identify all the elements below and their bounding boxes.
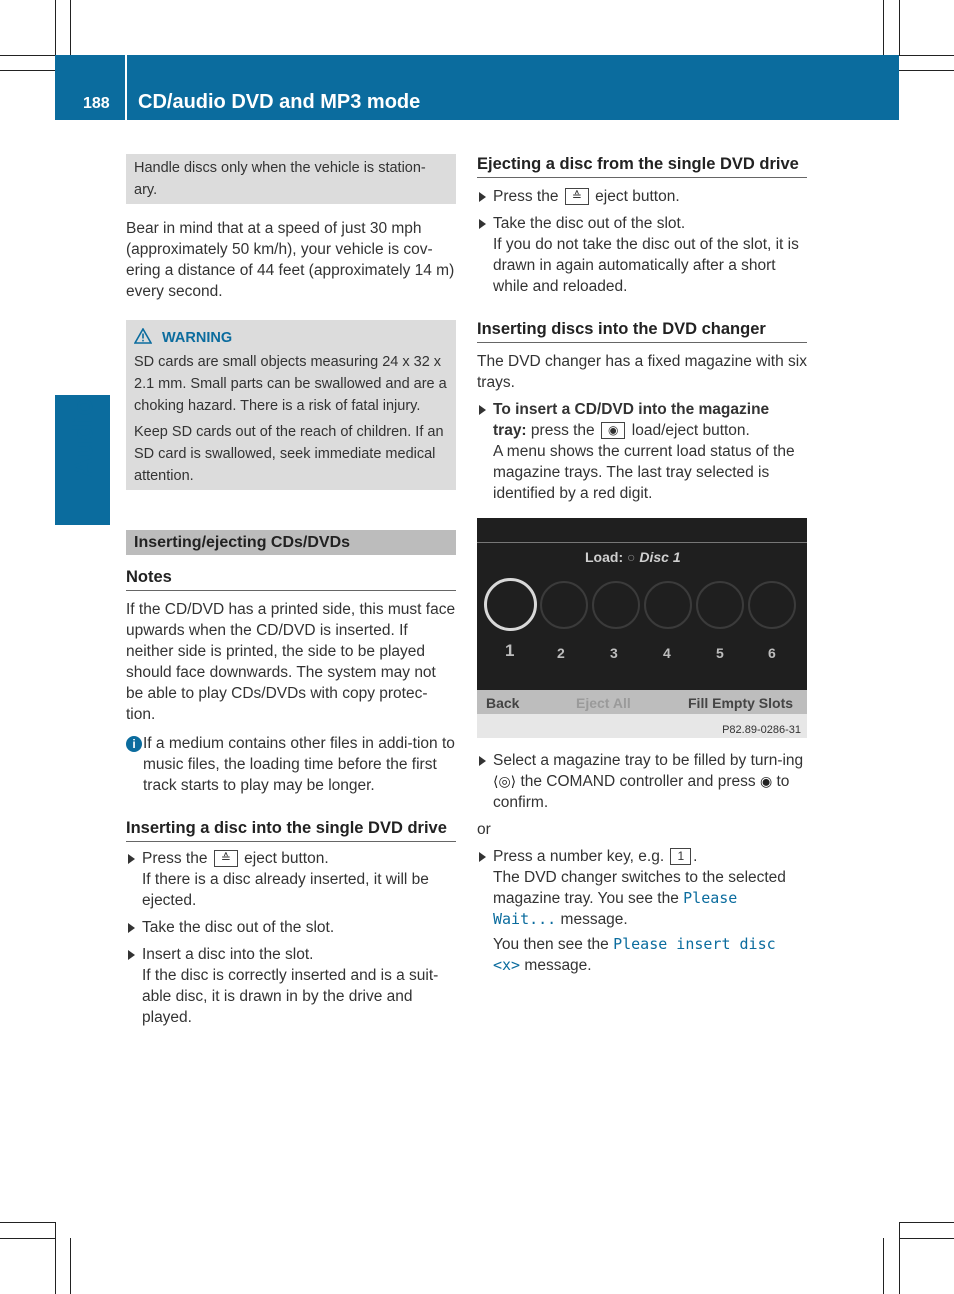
header-divider bbox=[125, 55, 127, 120]
crop-mark bbox=[899, 70, 954, 71]
tray-circle[interactable] bbox=[484, 578, 537, 631]
step-item bbox=[126, 848, 456, 911]
crop-mark bbox=[55, 0, 56, 55]
tray-number: 6 bbox=[768, 645, 776, 661]
section-title: Inserting/ejecting CDs/DVDs bbox=[126, 530, 456, 555]
warning-title: WARNING bbox=[162, 330, 233, 346]
notes-heading: Notes bbox=[126, 567, 456, 591]
info-text: If a medium contains other files in addi-tion to music files, the loading time before the first track starts to play may be longer. bbox=[143, 735, 455, 794]
crop-mark bbox=[883, 0, 884, 55]
step-item bbox=[477, 213, 807, 297]
or-text: or bbox=[477, 821, 491, 838]
step-arrow-icon bbox=[479, 852, 486, 862]
side-tab-label: Audio bbox=[66, 397, 98, 478]
crop-mark bbox=[899, 1222, 954, 1223]
number-key-icon: 1 bbox=[670, 848, 691, 865]
step-item bbox=[126, 944, 456, 1028]
step-arrow-icon bbox=[128, 950, 135, 960]
step-text: Select a magazine tray to be filled by turn-ing bbox=[493, 752, 804, 769]
page-title: CD/audio DVD and MP3 mode bbox=[138, 91, 421, 113]
info-note bbox=[126, 733, 456, 796]
page-header bbox=[55, 55, 899, 120]
please-insert-message: Please insert disc <x> bbox=[493, 935, 776, 974]
step-text: eject button. bbox=[595, 188, 680, 205]
crop-mark bbox=[55, 1222, 56, 1294]
step-bold-text: To insert a CD/DVD into the magazine tray: bbox=[493, 401, 770, 439]
back-button[interactable]: Back bbox=[486, 695, 520, 711]
step-arrow-icon bbox=[479, 405, 486, 415]
warning-triangle-icon bbox=[134, 328, 152, 344]
step-text: to confirm. bbox=[493, 773, 790, 811]
warning-box bbox=[126, 320, 456, 490]
load-value: Disc 1 bbox=[639, 549, 681, 565]
step-arrow-icon bbox=[128, 854, 135, 864]
step-detail: A menu shows the current load status of the magazine trays. The last tray selected is identified by a red digit. bbox=[493, 443, 795, 502]
step-detail: If the disc is correctly inserted and is a suit-able disc, it is drawn in by the drive and played. bbox=[142, 967, 439, 1026]
screen-separator bbox=[477, 542, 807, 543]
step-detail: message. bbox=[560, 911, 628, 928]
left-column bbox=[126, 154, 456, 1028]
please-wait-message: Please Wait... bbox=[493, 889, 738, 928]
crop-mark bbox=[0, 55, 55, 56]
tray-number: 2 bbox=[557, 645, 565, 661]
step-detail: message. bbox=[524, 957, 592, 974]
crop-mark bbox=[70, 0, 71, 55]
step-item bbox=[477, 186, 807, 207]
turn-controller-icon: ⟨◎⟩ bbox=[493, 773, 517, 789]
press-controller-icon: ◉ bbox=[759, 773, 773, 789]
tray-circle[interactable] bbox=[540, 581, 588, 629]
step-arrow-icon bbox=[479, 219, 486, 229]
step-text: Take the disc out of the slot. bbox=[493, 215, 686, 232]
step-text: the COMAND controller and press bbox=[520, 773, 756, 790]
magazine-screen bbox=[477, 518, 807, 738]
screen-menu-bar bbox=[477, 690, 807, 714]
step-text: load/eject button. bbox=[631, 422, 750, 439]
step-item bbox=[477, 750, 807, 813]
notes-paragraph: If the CD/DVD has a printed side, this must face upwards when the CD/DVD is inserted. If neither side is printed, the side to be played should face downwards. The system may not be able to play CDs/DVDs with copy protec-tion. bbox=[126, 601, 456, 723]
crop-mark bbox=[0, 70, 55, 71]
eject-key-icon: ≙ bbox=[214, 850, 238, 867]
tray-circle[interactable] bbox=[696, 581, 744, 629]
step-text: Press the bbox=[493, 188, 559, 205]
step-item bbox=[477, 846, 807, 976]
load-status bbox=[585, 547, 681, 568]
step-arrow-icon bbox=[479, 192, 486, 202]
step-text: Press the bbox=[142, 850, 208, 867]
eject-key-icon: ≙ bbox=[565, 188, 589, 205]
step-detail: If there is a disc already inserted, it will be ejected. bbox=[142, 871, 429, 909]
step-text: press the bbox=[530, 422, 595, 439]
crop-mark bbox=[899, 0, 900, 55]
crop-mark bbox=[0, 1238, 55, 1239]
crop-mark bbox=[899, 55, 954, 56]
step-item bbox=[477, 399, 807, 504]
step-detail: The DVD changer switches to the selected magazine tray. You see the bbox=[493, 869, 786, 907]
changer-heading: Inserting discs into the DVD changer bbox=[477, 319, 807, 343]
crop-mark bbox=[0, 1222, 55, 1223]
step-item bbox=[126, 917, 456, 938]
tray-number: 3 bbox=[610, 645, 618, 661]
figure-caption bbox=[477, 714, 807, 738]
eject-all-button[interactable]: Eject All bbox=[576, 695, 631, 711]
crop-mark bbox=[70, 1238, 71, 1294]
load-dot-icon: ○ bbox=[627, 549, 636, 565]
load-label: Load: bbox=[585, 549, 624, 565]
step-text: eject button. bbox=[244, 850, 329, 867]
step-detail: You then see the bbox=[493, 936, 609, 953]
speed-paragraph: Bear in mind that at a speed of just 30 mph (approximately 50 km/h), your vehicle is cov-ering a distance of 44 feet (approximately 14 m) every second. bbox=[126, 220, 455, 300]
changer-paragraph: The DVD changer has a fixed magazine with six trays. bbox=[477, 353, 807, 391]
figure-id: P82.89-0286-31 bbox=[722, 724, 801, 736]
step-detail: If you do not take the disc out of the slot, it is drawn in again automatically after a short while and reloaded. bbox=[493, 236, 799, 295]
tray-circle[interactable] bbox=[644, 581, 692, 629]
step-text: Insert a disc into the slot. bbox=[142, 946, 314, 963]
step-text: Take the disc out of the slot. bbox=[142, 919, 335, 936]
tray-circle[interactable] bbox=[592, 581, 640, 629]
step-arrow-icon bbox=[128, 923, 135, 933]
tray-circle[interactable] bbox=[748, 581, 796, 629]
warning-text-1: SD cards are small objects measuring 24 x 32 x 2.1 mm. Small parts can be swallowed and are a choking hazard. There is a risk of fatal injury. bbox=[134, 354, 447, 414]
right-column bbox=[477, 154, 807, 976]
info-icon: i bbox=[126, 736, 142, 752]
fill-empty-slots-button[interactable]: Fill Empty Slots bbox=[688, 695, 794, 711]
crop-mark bbox=[883, 1238, 884, 1294]
insert-single-heading: Inserting a disc into the single DVD drive bbox=[126, 818, 456, 842]
tray-number: 5 bbox=[716, 645, 724, 661]
page-number: 188 bbox=[83, 95, 110, 112]
step-text: . bbox=[693, 848, 698, 865]
tray-number: 1 bbox=[505, 641, 515, 660]
note-box: Handle discs only when the vehicle is station-ary. bbox=[126, 154, 456, 204]
tray-number: 4 bbox=[663, 645, 671, 661]
crop-mark bbox=[899, 1238, 954, 1239]
load-eject-key-icon: ◉ bbox=[601, 422, 625, 439]
eject-heading: Ejecting a disc from the single DVD drive bbox=[477, 154, 807, 178]
side-tab-label-wrap bbox=[60, 397, 105, 478]
step-arrow-icon bbox=[479, 756, 486, 766]
crop-mark bbox=[899, 1222, 900, 1294]
warning-text-2: Keep SD cards out of the reach of children. If an SD card is swallowed, seek immediate medical attention. bbox=[134, 424, 444, 484]
step-text: Press a number key, e.g. bbox=[493, 848, 665, 865]
